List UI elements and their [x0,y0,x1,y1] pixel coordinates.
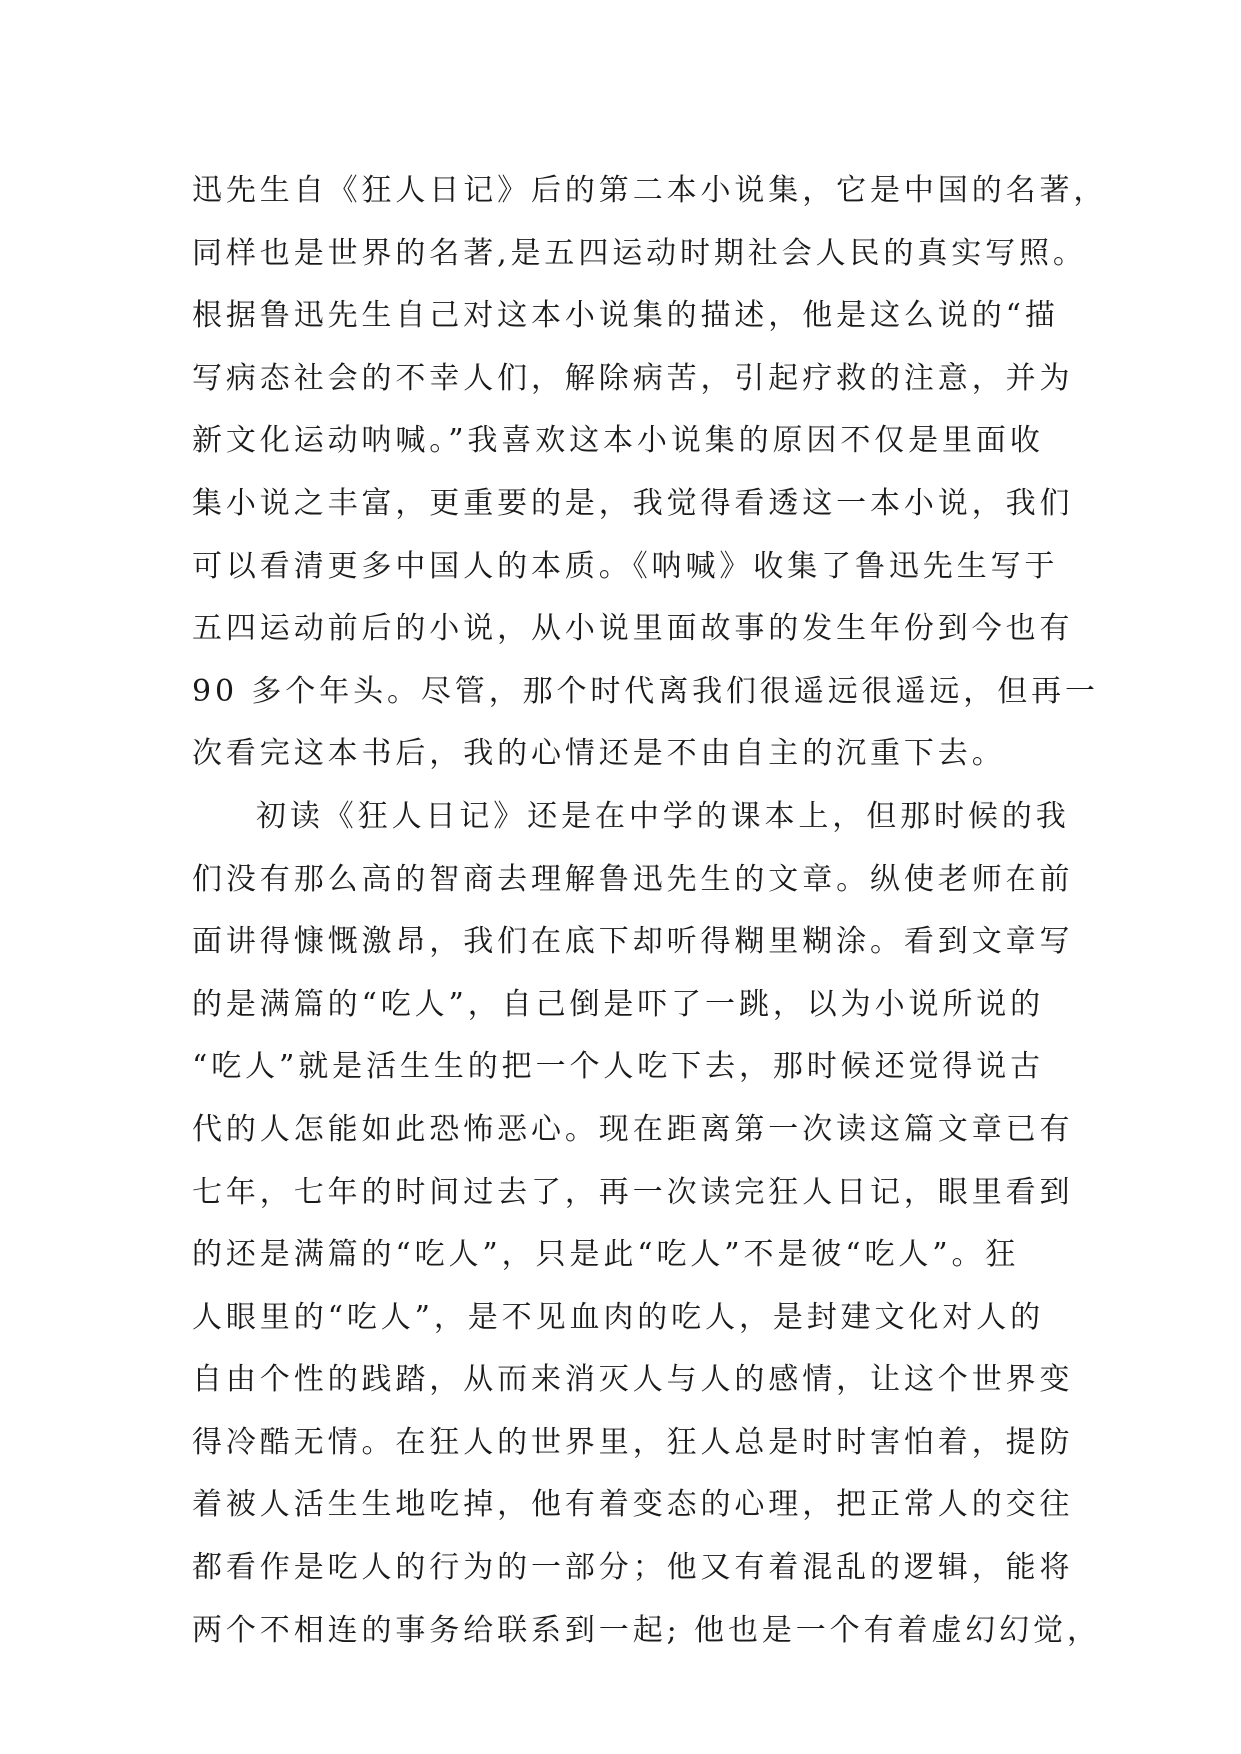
text-line: “吃人”就是活生生的把一个人吃下去，那时候还觉得说古 [192,1049,1045,1085]
text-line: 根据鲁迅先生自己对这本小说集的描述，他是这么说的“描 [192,298,1059,334]
text-line: 的是满篇的“吃人”，自己倒是吓了一跳，以为小说所说的 [192,986,1045,1022]
text-line: 可以看清更多中国人的本质。《呐喊》收集了鲁迅先生写于 [192,548,1059,584]
essay-text [192,160,1108,1662]
text-line: 都看作是吃人的行为的一部分；他又有着混乱的逻辑，能将 [192,1550,1074,1586]
text-line: 次看完这本书后，我的心情还是不由自主的沉重下去。 [192,736,1006,772]
text-line: 五四运动前后的小说，从小说里面故事的发生年份到今也有 [192,611,1074,647]
text-line: 们没有那么高的智商去理解鲁迅先生的文章。纵使老师在前 [192,861,1074,897]
text-line: 迅先生自《狂人日记》后的第二本小说集，它是中国的名著， [192,173,1108,208]
text-line: 的还是满篇的“吃人”，只是此“吃人”不是彼“吃人”。狂 [192,1237,1020,1273]
text-line: 新文化运动呐喊。”我喜欢这本小说集的原因不仅是里面收 [192,423,1044,459]
text-line: 同样也是世界的名著,是五四运动时期社会人民的真实写照。 [192,235,1087,271]
text-line: 集小说之丰富，更重要的是，我觉得看透这一本小说，我们 [192,485,1074,521]
text-line: 写病态社会的不幸人们，解除病苦，引起疗救的注意，并为 [192,360,1074,396]
text-line: 两个不相连的事务给联系到一起; 他也是一个有着虚幻幻觉， [192,1612,1101,1648]
text-line: 得冷酷无情。在狂人的世界里，狂人总是时时害怕着，提防 [192,1424,1074,1460]
text-line: 七年，七年的时间过去了，再一次读完狂人日记，眼里看到 [192,1174,1074,1210]
text-line: 90 多个年头。尽管，那个时代离我们很遥远很遥远，但再一 [192,673,1099,709]
text-line: 面讲得慷慨激昂，我们在底下却听得糊里糊涂。看到文章写 [192,924,1074,960]
text-line: 自由个性的践踏，从而来消灭人与人的感情，让这个世界变 [192,1362,1074,1398]
text-line: 着被人活生生地吃掉，他有着变态的心理，把正常人的交往 [192,1487,1074,1523]
paragraph-first-line: 初读《狂人日记》还是在中学的课本上，但那时候的我 [256,798,1070,834]
text-line: 代的人怎能如此恐怖恶心。现在距离第一次读这篇文章已有 [192,1111,1074,1147]
text-line: 人眼里的“吃人”，是不见血肉的吃人，是封建文化对人的 [192,1299,1045,1335]
